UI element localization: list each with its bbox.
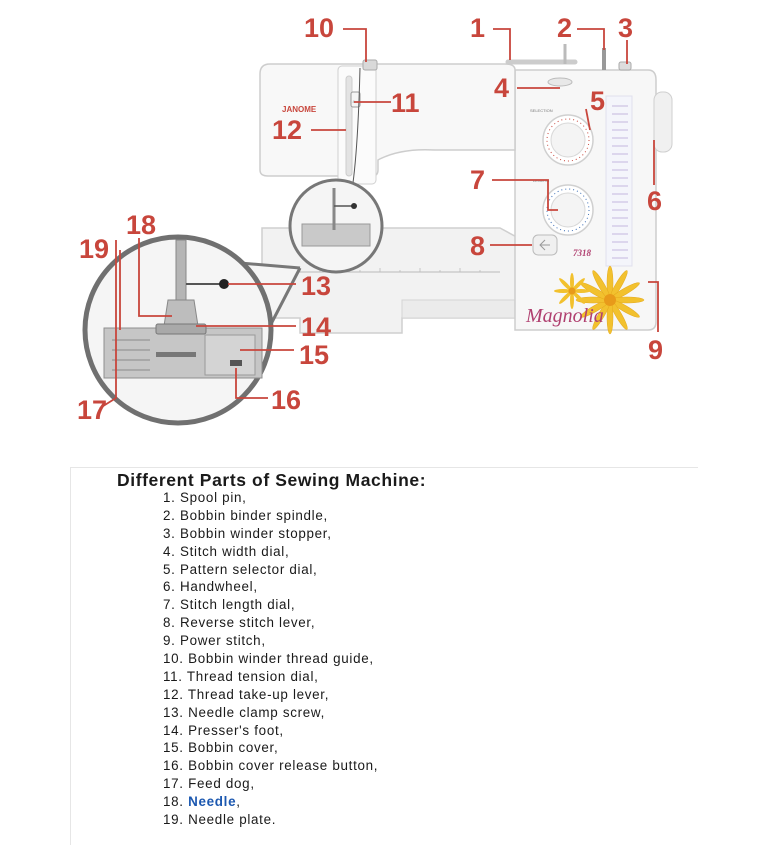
part-item [163, 811, 378, 829]
part-item [163, 775, 378, 793]
part-number: 17. [163, 776, 184, 792]
callout-15: 15 [299, 340, 330, 370]
part-item [163, 525, 378, 543]
part-name: Needle [188, 794, 237, 810]
part-item [163, 507, 378, 525]
part-number: 7. [163, 597, 176, 613]
part-name: Needle clamp screw [188, 704, 321, 720]
part-item [163, 578, 378, 596]
callout-13: 13 [301, 271, 332, 301]
part-number: 14. [163, 722, 184, 738]
callout-18: 18 [126, 210, 157, 240]
part-name: Thread take-up lever [187, 686, 325, 702]
part-name: Stitch width dial [180, 543, 285, 559]
part-punctuation: , [327, 525, 332, 541]
part-name: Spool pin [180, 490, 243, 505]
feed-dog-zoom [156, 352, 196, 357]
part-name: Feed dog [188, 776, 251, 792]
part-punctuation: , [290, 597, 296, 613]
part-number: 15. [163, 740, 184, 756]
part-punctuation: , [324, 686, 330, 702]
parts-legend [70, 467, 698, 845]
brand-logo: JANOME [282, 105, 317, 114]
callout-8: 8 [470, 231, 486, 261]
bobbin-stopper [619, 62, 631, 70]
tension-dial-number: 4 [352, 99, 355, 104]
machine-head [338, 66, 376, 184]
part-name: Bobbin winder thread guide [188, 651, 370, 667]
handwheel [654, 92, 672, 152]
part-number: 10. [163, 651, 184, 667]
callout-3: 3 [618, 13, 634, 43]
part-punctuation: , [284, 543, 290, 559]
part-name: Needle plate [188, 812, 272, 828]
part-punctuation: , [369, 651, 374, 667]
stitch-width-dial [548, 78, 572, 86]
part-punctuation: , [250, 776, 255, 792]
part-item [163, 704, 378, 722]
stitch-chart [606, 96, 632, 266]
part-item [163, 632, 378, 650]
callout-6: 6 [647, 186, 663, 216]
part-punctuation: , [253, 579, 258, 595]
part-name: Power stitch [180, 633, 262, 649]
part-name: Thread tension dial [186, 668, 315, 684]
needle-bar-zoom [176, 240, 186, 300]
part-name: Bobbin winder stopper [180, 525, 328, 541]
needle-clamp-screw-zoom [219, 279, 229, 289]
callout-7: 7 [470, 165, 486, 195]
part-item [163, 614, 378, 632]
part-item [163, 561, 378, 579]
take-up-lever-slot [346, 76, 352, 176]
magnified-needle-area [85, 237, 300, 423]
part-number: 4. [163, 543, 176, 559]
bobbin-cover-zoom [205, 335, 255, 375]
part-item [163, 543, 378, 561]
part-item [163, 489, 378, 507]
part-number: 9. [163, 633, 176, 649]
part-punctuation: , [373, 758, 379, 774]
part-number: 6. [163, 579, 176, 595]
script-logo: Magnolia [526, 305, 604, 327]
free-arm-front [402, 300, 522, 318]
length-label: LENGTH [533, 178, 550, 183]
callout-16: 16 [271, 385, 302, 415]
reverse-stitch-lever [533, 235, 557, 255]
callout-11: 11 [391, 88, 420, 118]
callout-17: 17 [77, 395, 108, 425]
part-number: 5. [163, 561, 176, 577]
part-item [163, 722, 378, 740]
part-item [163, 650, 378, 668]
part-name: Bobbin binder spindle [180, 507, 324, 523]
part-number: 2. [163, 507, 176, 523]
callout-10: 10 [304, 13, 335, 43]
part-name: Bobbin cover [188, 740, 274, 756]
part-punctuation: , [320, 704, 325, 720]
part-number: 19. [163, 812, 184, 828]
part-punctuation: , [242, 490, 247, 505]
callout-5: 5 [590, 86, 606, 116]
model-number: 7318 [573, 248, 591, 258]
part-punctuation: , [236, 794, 241, 810]
callout-19: 19 [79, 234, 110, 264]
callout-4: 4 [494, 73, 510, 103]
part-number: 13. [163, 704, 184, 720]
part-item [163, 757, 378, 775]
part-number: 1. [163, 490, 176, 505]
part-punctuation: , [314, 668, 319, 684]
callout-1: 1 [470, 13, 486, 43]
part-item [163, 739, 378, 757]
needle-area-small [290, 180, 382, 272]
bobbin-cover-button-zoom [230, 360, 242, 366]
part-punctuation: , [323, 507, 328, 523]
part-punctuation: , [279, 722, 284, 738]
part-punctuation: , [273, 740, 279, 756]
part-punctuation: , [261, 633, 266, 649]
part-number: 11. [163, 668, 183, 684]
part-name: Presser's foot [188, 722, 280, 738]
part-number: 3. [163, 525, 176, 541]
part-number: 12. [163, 686, 184, 702]
part-number: 16. [163, 758, 184, 774]
part-name: Bobbin cover release button [188, 758, 374, 774]
part-item [163, 668, 378, 686]
callout-9: 9 [648, 335, 664, 365]
part-name: Reverse stitch lever [180, 615, 311, 631]
part-number: 18. [163, 794, 184, 810]
legend-title: Different Parts of Sewing Machine: [117, 470, 427, 490]
selection-label: SELECTION [530, 108, 553, 113]
part-name: Stitch length dial [180, 597, 291, 613]
callout-12: 12 [272, 115, 303, 145]
part-name: Handwheel [180, 579, 254, 595]
callout-2: 2 [557, 13, 573, 43]
part-item [163, 686, 378, 704]
parts-list [163, 489, 378, 829]
pattern-selector-dial [543, 115, 593, 165]
callout-14: 14 [301, 312, 332, 342]
part-item [163, 596, 378, 614]
part-number: 8. [163, 615, 176, 631]
part-punctuation: , [310, 615, 316, 631]
presser-foot-zoom [164, 300, 198, 326]
part-punctuation: , [313, 561, 318, 577]
part-punctuation: . [271, 812, 277, 828]
part-name: Pattern selector dial [180, 561, 314, 577]
part-item [163, 793, 378, 811]
